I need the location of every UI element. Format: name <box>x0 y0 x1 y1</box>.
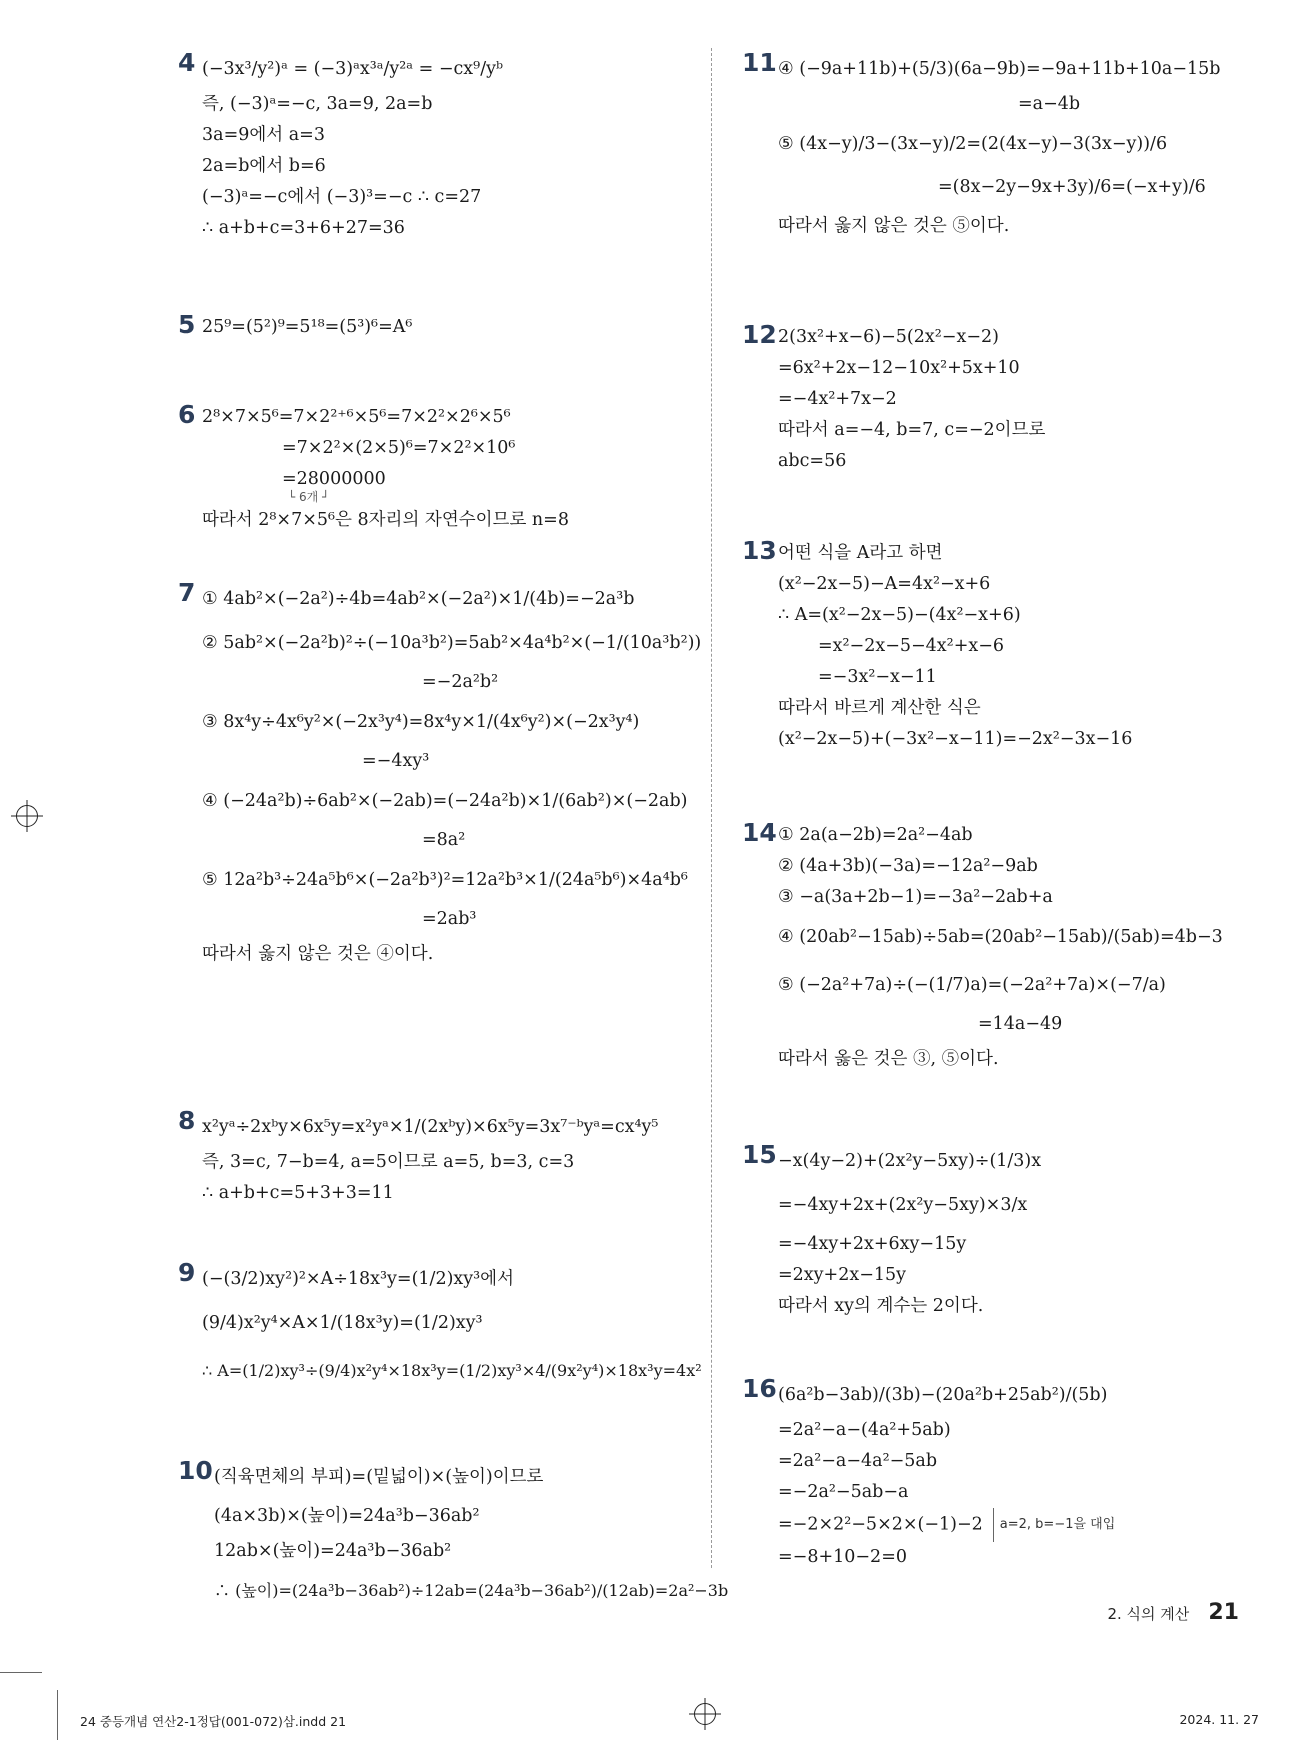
print-file-info: 24 중등개념 연산2-1정답(001-072)삼.indd 21 <box>80 1714 347 1729</box>
problem-15 <box>742 1142 1262 1322</box>
problem-number: 4 <box>178 48 196 77</box>
solution-line: =7×2²×(2×5)⁶=7×2²×10⁶ <box>282 438 516 458</box>
solution-line: 즉, (−3)ᵃ=−c, 3a=9, 2a=b <box>202 94 433 114</box>
solution-line: (6a²b−3ab)/(3b)−(20a²b+25ab²)/(5b) <box>778 1385 1108 1405</box>
problem-9 <box>178 1260 703 1395</box>
problem-16 <box>742 1376 1262 1573</box>
solution-line: (x²−2x−5)+(−3x²−x−11)=−2x²−3x−16 <box>778 729 1133 749</box>
solution-line: ∴ a+b+c=5+3+3=11 <box>202 1183 394 1203</box>
solution-line: ⑤ 12a²b³÷24a⁵b⁶×(−2a²b³)²=12a²b³×1/(24a⁵b⁶)×4a⁴b⁶ <box>202 870 688 890</box>
solution-line: =−2a²−5ab−a <box>778 1482 909 1502</box>
solution-line: 12ab×(높이)=24a³b−36ab² <box>214 1541 452 1561</box>
solution-line: =−4x²+7x−2 <box>778 389 897 409</box>
solution-line: (−3x³/y²)ᵃ = (−3)ᵃx³ᵃ/y²ᵃ = −cx⁹/yᵇ <box>202 59 503 79</box>
solution-line: −x(4y−2)+(2x²y−5xy)÷(1/3)x <box>778 1151 1042 1171</box>
solution-line: (9/4)x²y⁴×A×1/(18x³y)=(1/2)xy³ <box>202 1313 483 1333</box>
solution-line: (−3)ᵃ=−c에서 (−3)³=−c ∴ c=27 <box>202 187 482 207</box>
solution-line: =6x²+2x−12−10x²+5x+10 <box>778 358 1020 378</box>
solution-line: 따라서 옳은 것은 ③, ⑤이다. <box>778 1049 999 1069</box>
solution-line: =−4xy+2x+6xy−15y <box>778 1234 967 1254</box>
problem-13 <box>742 538 1262 755</box>
problem-12 <box>742 322 1262 477</box>
solution-line: =2a²−a−4a²−5ab <box>778 1451 938 1471</box>
column-divider <box>711 48 712 1568</box>
solution-line: ∴ A=(x²−2x−5)−(4x²−x+6) <box>778 605 1021 625</box>
problem-number: 7 <box>178 578 196 607</box>
problem-4 <box>178 50 703 244</box>
solution-line: 3a=9에서 a=3 <box>202 125 325 145</box>
problem-number: 16 <box>742 1374 777 1403</box>
solution-line: 2a=b에서 b=6 <box>202 156 326 176</box>
problem-number: 8 <box>178 1106 196 1135</box>
solution-line: =−3x²−x−11 <box>818 667 937 687</box>
solution-line: =2xy+2x−15y <box>778 1265 907 1285</box>
solution-line: ⑤ (−2a²+7a)÷(−(1/7)a)=(−2a²+7a)×(−7/a) <box>778 975 1166 995</box>
solution-line: 따라서 xy의 계수는 2이다. <box>778 1296 984 1316</box>
solution-line: (직육면체의 부피)=(밑넓이)×(높이)이므로 <box>214 1467 544 1487</box>
problem-8 <box>178 1108 703 1209</box>
solution-line: (−(3/2)xy²)²×A÷18x³y=(1/2)xy³에서 <box>202 1269 514 1289</box>
solution-line: 즉, 3=c, 7−b=4, a=5이므로 a=5, b=3, c=3 <box>202 1152 575 1172</box>
solution-line: 따라서 바르게 계산한 식은 <box>778 698 981 718</box>
solution-line: 따라서 옳지 않은 것은 ④이다. <box>202 944 434 964</box>
solution-line: ① 4ab²×(−2a²)÷4b=4ab²×(−2a²)×1/(4b)=−2a³b <box>202 589 635 609</box>
page-number: 21 <box>1208 1600 1239 1625</box>
solution-line: ④ (−9a+11b)+(5/3)(6a−9b)=−9a+11b+10a−15b <box>778 59 1221 79</box>
problem-11 <box>742 50 1262 246</box>
solution-line: ∴ A=(1/2)xy³÷(9/4)x²y⁴×18x³y=(1/2)xy³×4/(9x²y⁴)×18x³y=4x² <box>202 1361 702 1380</box>
digit-count-brace: └ 6개 ┘ <box>288 490 330 504</box>
problem-number: 10 <box>178 1456 213 1485</box>
solution-line: =a−4b <box>1018 94 1081 114</box>
substitution-note: a=2, b=−1을 대입 <box>993 1508 1116 1542</box>
solution-line <box>778 1508 1262 1542</box>
solution-line: 25⁹=(5²)⁹=5¹⁸=(5³)⁶=A⁶ <box>202 317 413 337</box>
solution-line: =28000000 <box>282 469 386 489</box>
problem-number: 6 <box>178 400 196 429</box>
solution-line: 2(3x²+x−6)−5(2x²−x−2) <box>778 327 999 347</box>
solution-line: 따라서 2⁸×7×5⁶은 8자리의 자연수이므로 n=8 <box>202 510 569 530</box>
solution-line: =2a²−a−(4a²+5ab) <box>778 1420 951 1440</box>
solution-line: =(8x−2y−9x+3y)/6=(−x+y)/6 <box>938 177 1206 197</box>
solution-line: =x²−2x−5−4x²+x−6 <box>818 636 1005 656</box>
solution-line: (x²−2x−5)−A=4x²−x+6 <box>778 574 991 594</box>
problem-5 <box>178 312 703 343</box>
problem-number: 5 <box>178 310 196 339</box>
substitution-line: =−2×2²−5×2×(−1)−2 <box>778 1514 983 1535</box>
solution-line: ③ 8x⁴y÷4x⁶y²×(−2x³y⁴)=8x⁴y×1/(4x⁶y²)×(−2x³y⁴) <box>202 712 640 732</box>
solution-line: ⑤ (4x−y)/3−(3x−y)/2=(2(4x−y)−3(3x−y))/6 <box>778 134 1168 154</box>
solution-line: =−2a²b² <box>422 672 499 692</box>
solution-line: ② 5ab²×(−2a²b)²÷(−10a³b²)=5ab²×4a⁴b²×(−1/(10a³b²)) <box>202 633 702 653</box>
solution-line: =14a−49 <box>978 1014 1063 1034</box>
solution-line: ∴ (높이)=(24a³b−36ab²)÷12ab=(24a³b−36ab²)/(12ab)=2a²−3b <box>214 1581 729 1600</box>
problem-number: 15 <box>742 1140 777 1169</box>
registration-mark-icon <box>16 805 38 827</box>
solution-line: =2ab³ <box>422 909 477 929</box>
print-date: 2024. 11. 27 <box>1179 1712 1259 1727</box>
problem-number: 12 <box>742 320 777 349</box>
solution-line: ④ (−24a²b)÷6ab²×(−2ab)=(−24a²b)×1/(6ab²)×(−2ab) <box>202 791 688 811</box>
solution-line: ③ −a(3a+2b−1)=−3a²−2ab+a <box>778 887 1053 907</box>
problem-10 <box>178 1456 729 1615</box>
solution-line: =−4xy+2x+(2x²y−5xy)×3/x <box>778 1195 1028 1215</box>
solution-line: (4a×3b)×(높이)=24a³b−36ab² <box>214 1506 480 1526</box>
solution-line: x²yᵃ÷2xᵇy×6x⁵y=x²yᵃ×1/(2xᵇy)×6x⁵y=3x⁷⁻ᵇyᵃ=cx⁴y⁵ <box>202 1117 659 1137</box>
problem-number: 14 <box>742 818 777 847</box>
solution-line: 어떤 식을 A라고 하면 <box>778 543 943 563</box>
registration-mark-icon <box>694 1703 716 1725</box>
solution-line: 따라서 옳지 않은 것은 ⑤이다. <box>778 216 1010 236</box>
problem-number: 11 <box>742 48 777 77</box>
solution-line: ① 2a(a−2b)=2a²−4ab <box>778 825 973 845</box>
page-footer <box>1107 1600 1239 1625</box>
problem-6 <box>178 402 703 536</box>
crop-mark <box>0 1672 42 1673</box>
solution-line: ∴ a+b+c=3+6+27=36 <box>202 218 405 238</box>
solution-line: abc=56 <box>778 451 847 471</box>
solution-line: =8a² <box>422 830 466 850</box>
problem-number: 13 <box>742 536 777 565</box>
crop-mark <box>57 1690 58 1740</box>
section-title: 2. 식의 계산 <box>1107 1605 1190 1623</box>
solution-line: ④ (20ab²−15ab)÷5ab=(20ab²−15ab)/(5ab)=4b−3 <box>778 927 1223 947</box>
problem-7 <box>178 580 703 974</box>
solution-line: 따라서 a=−4, b=7, c=−2이므로 <box>778 420 1046 440</box>
solution-line: =−4xy³ <box>362 751 430 771</box>
solution-line: 2⁸×7×5⁶=7×2²⁺⁶×5⁶=7×2²×2⁶×5⁶ <box>202 407 511 427</box>
problem-14 <box>742 820 1262 1079</box>
solution-line: ② (4a+3b)(−3a)=−12a²−9ab <box>778 856 1038 876</box>
solution-line: =−8+10−2=0 <box>778 1547 907 1567</box>
problem-number: 9 <box>178 1258 196 1287</box>
